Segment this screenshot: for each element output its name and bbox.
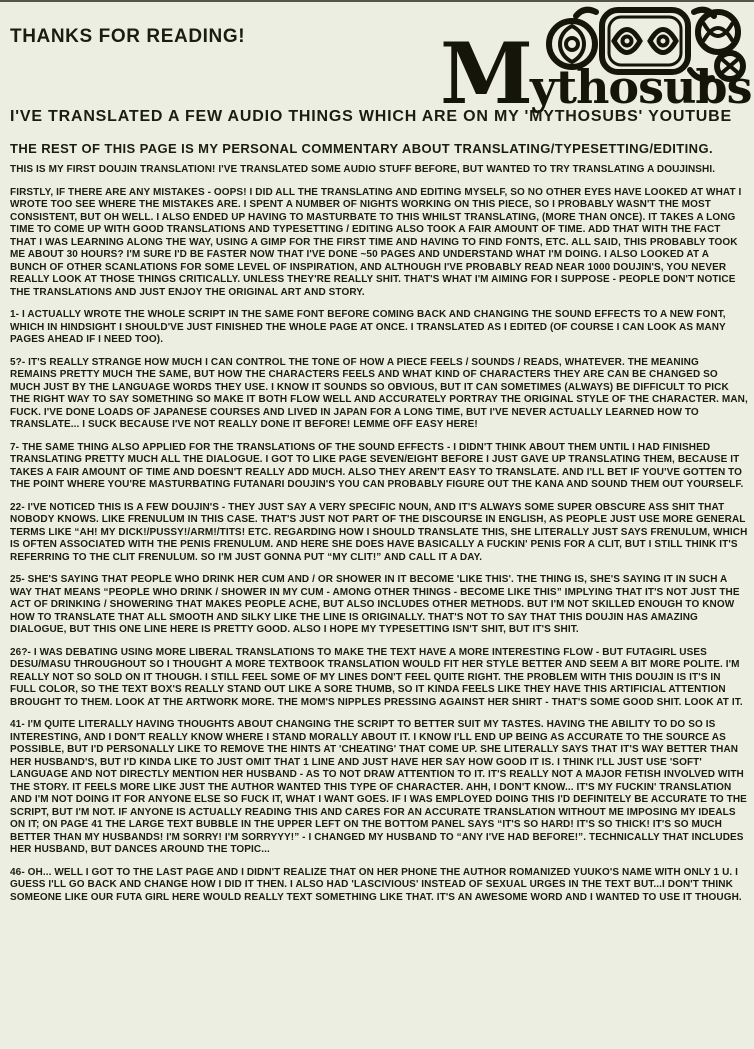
logo-initial: M bbox=[440, 24, 530, 123]
commentary-paragraph-9: 41- I'M QUITE LITERALLY HAVING THOUGHTS ABOUT CHANGING THE SCRIPT TO BETTER SUIT MY TASTES. HAVING THE ABILITY TO DO SO IS INTERESTING, AND I DON'T REALLY KNOW WHERE I STAND MORALLY ABOUT IT. I KNOW I'LL END UP BEING AS ACCURATE TO THE SOURCE AS POSSIBLE, BUT I'D PERSONALLY LIKE TO REMOVE THE HINTS AT 'CHEATING' THAT COME UP. SHE LITERALLY SAYS THAT IT'S WAY BETTER THAN HER HUSBAND'S, BUT I'D KINDA LIKE TO JUST OMIT THAT 1 LINE AND JUST HAVE HER SAY HOW GOOD IT IS. I THINK I'LL JUST USE 'SOFT' LANGUAGE AND NOT DIRECTLY MENTION HER HUSBAND - AS TO NOT DRAW ATTENTION TO IT. IT'S REALLY NOT A MAJOR FETISH INVOLVED WITH THE STORY. IT FEELS MORE LIKE JUST THE AUTHOR WANTED THIS TYPE OF CHARACTER. AHH, I DON'T KNOW... IT'S MY FUCKIN' TRANSLATION AND I'M NOT DOING IT FOR ANYONE ELSE SO FUCK IT, WHAT I WANT GOES. IF I WAS EMPLOYED DOING THIS I'D DEFINITELY BE ACCURATE TO THE SCRIPT, BUT I'M NOT. IF ANYONE IS ACTUALLY READING THIS AND CARES FOR AN ACCURATE TRANSLATION WITHOUT ME IMPOSING MY IDEALS ON IT; ON PAGE 41 THE LARGE TEXT BUBBLE IN THE UPPER LEFT ON THE BOTTOM PANEL SAYS “IT'S SO HARD! IT'S SO THICK! IT'S SO MUCH BETTER THAN MY HUSBANDS! I'M SORRY! I'M SORRYYY!” - I CHANGED MY HUSBAND TO “ANY I'VE HAD BEFORE!”. TECHNICALLY THAT INCLUDES HER HUSBAND, BUT DANCES AROUND THE TOPIC... bbox=[10, 719, 747, 855]
commentary-intro-line: THE REST OF THIS PAGE IS MY PERSONAL COMMENTARY ABOUT TRANSLATING/TYPESETTING/EDITING. bbox=[10, 141, 713, 156]
youtube-note-line: I'VE TRANSLATED A FEW AUDIO THINGS WHICH ARE ON MY 'MYTHOSUBS' YOUTUBE bbox=[10, 108, 732, 125]
commentary-paragraph-10: 46- OH... WELL I GOT TO THE LAST PAGE AND I DIDN'T REALIZE THAT ON HER PHONE THE AUTHOR ROMANIZED YUUKO'S NAME WITH ONLY 1 U. I GUESS I'LL GO BACK AND CHANGE HOW I DID IT THEN. I ALSO HAD 'LASCIVIOUS' INSTEAD OF SEXUAL URGES IN THE TEXT BUT...I DON'T THINK SOMEONE LIKE OUR FUTA GIRL HERE WOULD REALLY TEXT SOMETHING LIKE THAT. IT'S AN AWESOME WORD AND I WANTED TO USE IT THOUGH. bbox=[10, 866, 742, 903]
commentary-paragraph-3: 1- I ACTUALLY WROTE THE WHOLE SCRIPT IN THE SAME FONT BEFORE COMING BACK AND CHANGING THE SOUND EFFECTS TO A NEW FONT, WHICH IN HINDSIGHT I SHOULD'VE JUST FINISHED THE WHOLE PAGE AT ONCE. I TRANSLATED AS I EDITED (OF COURSE I CAN LOOK AS MANY PAGES AHEAD IF I NEED TOO). bbox=[10, 309, 726, 345]
commentary-paragraph-7: 25- SHE'S SAYING THAT PEOPLE WHO DRINK HER CUM AND / OR SHOWER IN IT BECOME 'LIKE THIS'. THE THING IS, SHE'S SAYING IT IN SUCH A WAY THAT MEANS “PEOPLE WHO DRINK / SHOWER IN MY CUM - AMONG OTHER THINGS - BECOME LIKE THIS” IMPLYING THAT IT'S NOT JUST THE ACT OF DRINKING / SHOWERING THAT MAKES PEOPLE ACHE, BUT ALSO INCLUDES OTHER METHODS. BUT I'M NOT SKILLED ENOUGH TO KNOW HOW TO TRANSLATE THAT ALL SMOOTH AND SILKY LIKE THE LINE IS ORIGINALLY. THAT'S NOT TO SAY THAT THIS DOUJIN HAS AMAZING DIALOGUE, BUT THIS ONE LINE HERE IS PRETTY GOOD. ALSO I HOPE MY TYPESETTING ISN'T SHIT, BUT IT'S SHIT. bbox=[10, 574, 740, 635]
commentary-paragraph-8: 26?- I WAS DEBATING USING MORE LIBERAL TRANSLATIONS TO MAKE THE TEXT HAVE A MORE INTERESTING FLOW - BUT FUTAGIRL USES DESU/MASU THROUGHOUT SO I THOUGHT A MORE TEXTBOOK TRANSLATION WOULD FIT HER STYLE BETTER AND SEEM A BIT MORE POLITE. I'M REALLY NOT SO SOLD ON IT THOUGH. I STILL FEEL SOME OF MY LINES DON'T FEEL QUITE RIGHT. THE PROBLEM WITH THIS DOUJIN IS IT'S IN FULL COLOR, SO THE TEXT BOX'S REALLY STAND OUT LIKE A SORE THUMB, SO IT KINDA FEELS LIKE THEY HAVE THIS ARTIFICIAL ATTENTION BROUGHT TO THEM. LOOK AT THE ARTWORK MORE. THE MOM'S NIPPLES PRESSING AGAINST HER SHIRT - THAT'S SOME GOOD SHIT. LOOK AT IT. bbox=[10, 646, 743, 708]
logo-rest: ythosubs bbox=[529, 60, 752, 114]
commentary-body bbox=[10, 164, 748, 914]
commentary-paragraph-6: 22- I'VE NOTICED THIS IS A FEW DOUJIN'S - THEY JUST SAY A VERY SPECIFIC NOUN, AND IT'S ALWAYS SOME SUPER OBSCURE ASS SHIT THAT NOBODY KNOWS. LIKE FRENULUM IN THIS CASE. THAT'S JUST NOT PART OF THE DISCOURSE IN ENGLISH, AS PEOPLE JUST USE MORE GENERAL TERMS LIKE “AH! MY DICK!/PUSSY!/ARM!/TITS! ETC. REGARDING HOW I SHOULD TRANSLATE THIS, SHE LITERALLY JUST SAYS FRENULUM, WHICH IS OFTEN ASSOCIATED WITH THE PENIS FRENULUM. AND HERE SHE DOES HAVE BASICALLY A FUCKIN' PENIS FOR A CLIT, BUT I STILL THINK IT'S REFERRING TO THE CLIT FRENULUM. SO I'M JUST GONNA PUT “MY CLIT!” AND CALL IT A DAY. bbox=[10, 501, 748, 563]
thanks-heading: THANKS FOR READING! bbox=[10, 26, 246, 47]
mythosubs-logo bbox=[440, 2, 752, 123]
commentary-paragraph-1: THIS IS MY FIRST DOUJIN TRANSLATION! I'VE TRANSLATED SOME AUDIO STUFF BEFORE, BUT WANTED TO TRY TRANSLATING A DOUJINSHI. bbox=[10, 164, 716, 175]
commentary-paragraph-2: FIRSTLY, IF THERE ARE ANY MISTAKES - OOPS! I DID ALL THE TRANSLATING AND EDITING MYSELF, SO NO OTHER EYES HAVE LOOKED AT WHAT I WROTE TOO SEE WHERE THE MISTAKES ARE. I SPENT A NUMBER OF NIGHTS WORKING ON THIS PIECE, SO I PROBABLY WASN'T THE MOST CONSISTENT, BUT OH WELL. I ALSO ENDED UP HAVING TO MASTURBATE TO THIS WHILST TRANSLATING, (MORE THAN ONCE). IT TAKES A LONG TIME TO COME UP WITH GOOD TRANSLATIONS AND TYPESETTING / EDITING ALSO TOOK A FAIR AMOUNT OF TIME. ADD THAT WITH THE FACT THAT I WAS LEARNING ALONG THE WAY, USING A GIMP FOR THE FIRST TIME AND HAVING TO FIND FONTS, ETC. ALL SAID, THIS PROBABLY TOOK ME ABOUT 30 HOURS? I'M SURE I'D BE FASTER NOW THAT I'VE DONE ~50 PAGES AND UNDERSTAND WHAT I'M DOING. I ALSO LOOKED AT A BUNCH OF OTHER SCANLATIONS FOR SOME LEVEL OF INSPIRATION, AND ALTHOUGH I'VE PROBABLY READ NEAR 1000 DOUJIN'S, YOU NEVER REALLY LOOK AT THOSE THINGS CRITICALLY. UNLESS THEY'RE REALLY SHIT. THAT'S WHAT I'M AIMING FOR I SUPPOSE - PEOPLE DON'T NOTICE THE TRANSLATIONS AND JUST ENJOY THE ORIGINAL ART AND STORY. bbox=[10, 186, 742, 298]
commentary-paragraph-4: 5?- IT'S REALLY STRANGE HOW MUCH I CAN CONTROL THE TONE OF HOW A PIECE FEELS / SOUNDS / READS, WHATEVER. THE MEANING REMAINS PRETTY MUCH THE SAME, BUT HOW THE CHARACTERS FEELS AND WHAT KIND OF CHARACTERS THEY ARE CAN BE CHANGED SO MUCH JUST BY THE LANGUAGE WORDS THEY USE. I KNOW IT SOUNDS SO OBVIOUS, BUT IT CAN SOMETIMES (ALWAYS) BE DIFFICULT TO PICK THE RIGHT WAY TO SAY SOMETHING SO MAKE IT BOTH FLOW WELL AND ACCURATELY PORTRAY THE ORIGINAL STYLE OF THE CHARACTER. MAN, FUCK. I'VE DONE LOADS OF JAPANESE COURSES AND LIVED IN JAPAN FOR A LONG TIME, BUT I'VE NEVER ACTUALLY LEARNED HOW TO TRANSLATE... I SUCK BECAUSE I'VE NOT REALLY DONE IT BEFORE! LEMME OFF EASY HERE! bbox=[10, 356, 748, 430]
logo-wordmark bbox=[440, 24, 752, 123]
commentary-paragraph-5: 7- THE SAME THING ALSO APPLIED FOR THE TRANSLATIONS OF THE SOUND EFFECTS - I DIDN'T THINK ABOUT THEM UNTIL I HAD FINISHED TRANSLATING PRETTY MUCH ALL THE DIALOGUE. I GOT TO LIKE PAGE SEVEN/EIGHT BEFORE I JUST GAVE UP TRANSLATING THEM, BECAUSE IT TAKES A FAIR AMOUNT OF TIME AND DOESN'T REALLY ADD MUCH. ALSO THEY AREN'T EASY TO TRANSLATE. AND I'LL BET IF YOU'VE GOTTEN TO THE POINT WHERE YOU'RE MASTURBATING FUTANARI DOUJIN'S YOU CAN PROBABLY FIGURE OUT THE KANA AND SOUND THEM OUT YOURSELF. bbox=[10, 441, 744, 490]
